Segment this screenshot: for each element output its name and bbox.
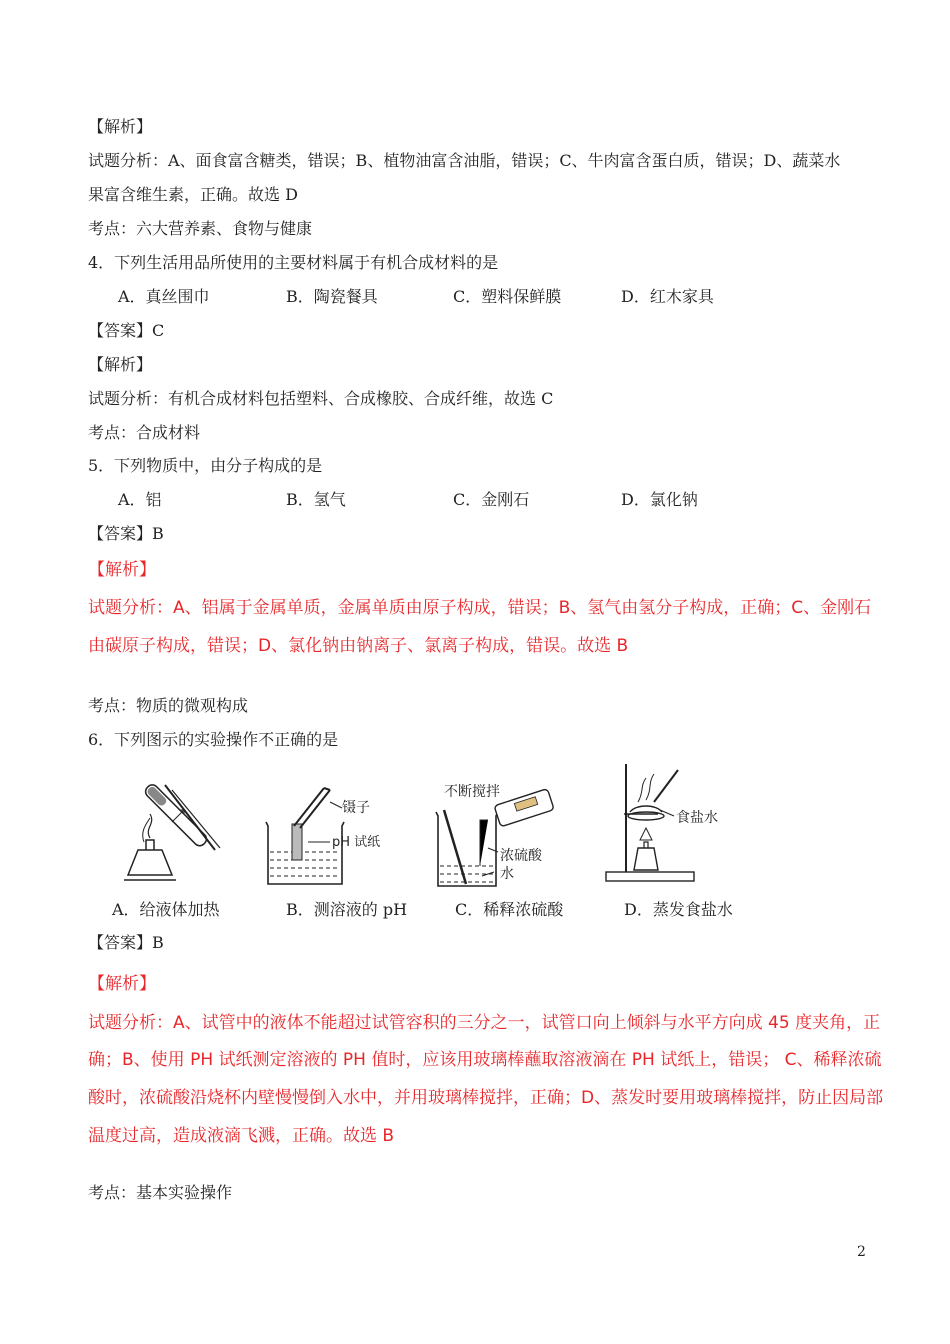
analysis-label: 【解析】 — [88, 974, 156, 994]
answer-text: 【答案】B — [88, 933, 164, 952]
analysis-text: 由碳原子构成，错误；D、氯化钠由钠离子、氯离子构成，错误。故选 B — [88, 636, 629, 656]
analysis-text: 试题分析：A、试管中的液体不能超过试管容积的三分之一，试管口向上倾斜与水平方向成 45 度夹角，正 — [88, 1013, 881, 1033]
answer-text: 【答案】C — [88, 321, 165, 340]
analysis-text: 温度过高，造成液滴飞溅，正确。故选 B — [88, 1126, 395, 1146]
salt-water-label: 食盐水 — [676, 810, 718, 826]
figure-measure-ph — [258, 780, 408, 890]
topic-text: 考点：物质的微观构成 — [88, 696, 249, 715]
analysis-text: 确；B、使用 PH 试纸测定溶液的 PH 值时，应该用玻璃棒蘸取溶液滴在 PH 试纸上，错误； C、稀释浓硫 — [88, 1050, 882, 1070]
answer-text: 【答案】B — [88, 524, 164, 543]
topic-text: 考点：六大营养素、食物与健康 — [88, 219, 313, 238]
analysis-text: 酸时，浓硫酸沿烧杯内壁慢慢倒入水中，并用玻璃棒搅拌，正确；D、蒸发时要用玻璃棒搅拌，防止因局部 — [88, 1088, 884, 1108]
option-c: C．稀释浓硫酸 — [455, 900, 564, 919]
option-d: D．红木家具 — [621, 287, 714, 306]
water-label: 水 — [500, 866, 514, 882]
option-c: C．塑料保鲜膜 — [453, 287, 562, 306]
option-d: D．氯化钠 — [621, 490, 698, 509]
option-a: A．给液体加热 — [112, 900, 220, 919]
option-a: A．铝 — [118, 490, 162, 509]
conc-acid-label: 浓硫酸 — [500, 848, 542, 864]
question-stem: 6．下列图示的实验操作不正确的是 — [88, 730, 339, 749]
option-a: A．真丝围巾 — [118, 287, 210, 306]
tweezers-label: 镊子 — [342, 800, 370, 816]
figure-evaporate — [600, 756, 740, 886]
ph-paper-label: pH 试纸 — [332, 835, 381, 850]
figure-heating-liquid — [110, 770, 230, 890]
topic-text: 考点：合成材料 — [88, 423, 201, 442]
analysis-label: 【解析】 — [88, 117, 153, 136]
analysis-label: 【解析】 — [88, 355, 153, 374]
analysis-text: 试题分析：有机合成材料包括塑料、合成橡胶、合成纤维，故选 C — [88, 389, 554, 408]
analysis-label: 【解析】 — [88, 560, 156, 580]
stir-label: 不断搅拌 — [444, 784, 500, 800]
option-c: C．金刚石 — [453, 490, 530, 509]
analysis-text: 试题分析：A、铝属于金属单质，金属单质由原子构成，错误；B、氢气由氢分子构成，正确；C、金刚石 — [88, 598, 872, 618]
analysis-text: 试题分析：A、面食富含糖类，错误；B、植物油富含油脂，错误；C、牛肉富含蛋白质，错误；D、蔬菜水 — [88, 151, 841, 170]
page-number: 2 — [857, 1244, 866, 1260]
option-b: B．陶瓷餐具 — [286, 287, 378, 306]
option-b: B．测溶液的 pH — [286, 900, 408, 919]
option-d: D．蒸发食盐水 — [624, 900, 733, 919]
figure-dilute-acid — [430, 780, 560, 890]
option-b: B．氢气 — [286, 490, 346, 509]
analysis-text: 果富含维生素，正确。故选 D — [88, 185, 298, 204]
question-stem: 5．下列物质中，由分子构成的是 — [88, 456, 323, 475]
topic-text: 考点：基本实验操作 — [88, 1183, 233, 1202]
question-stem: 4．下列生活用品所使用的主要材料属于有机合成材料的是 — [88, 253, 499, 272]
